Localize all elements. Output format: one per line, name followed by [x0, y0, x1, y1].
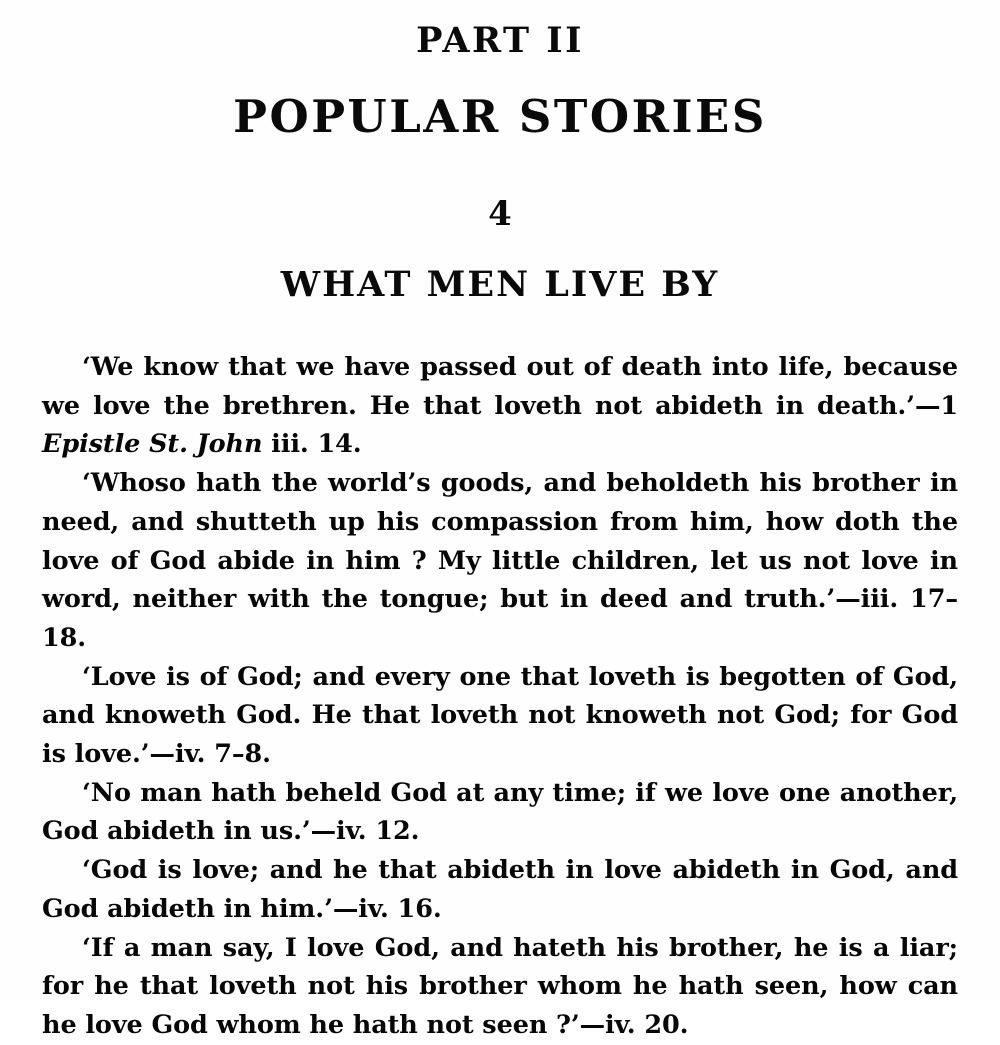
epigraph-paragraph-6 — [42, 929, 958, 1045]
epigraph-paragraph-4 — [42, 774, 958, 851]
part-title: PART II — [416, 20, 584, 61]
epigraph-paragraph-2 — [42, 464, 958, 658]
epigraph-1-citation-rest: iii. 14. — [262, 429, 362, 460]
epigraph-1-citation-italic: Epistle St. John — [42, 429, 263, 460]
epigraph-block — [42, 348, 958, 1045]
epigraph-5-text: ‘God is love; and he that abideth in love abideth in God, and God abideth in him.’—iv. 16. — [42, 855, 958, 924]
epigraph-3-text: ‘Love is of God; and every one that loveth is begotten of God, and knoweth God. He that loveth not knoweth not God; for God is love.’—iv. 7–8. — [42, 661, 958, 770]
epigraph-4-text: ‘No man hath beheld God at any time; if we love one another, God abideth in us.’—iv. 12. — [42, 777, 958, 847]
chapter-number: 4 — [488, 194, 512, 234]
book-section-title: POPULAR STORIES — [233, 90, 767, 143]
chapter-title: WHAT MEN LIVE BY — [280, 264, 720, 305]
epigraph-2-text: ‘Whoso hath the world’s goods, and beholdeth his brother in need, and shutteth up his compassion from him, how doth the love of God abide in him ? My little children, let us not love in word, neither with the tongue; but in deed and truth.’—iii. 17–18. — [42, 468, 958, 653]
epigraph-1-text: ‘We know that we have passed out of death into life, because we love the brethren. He that loveth not abideth in death.’—1 — [42, 352, 958, 421]
epigraph-paragraph-1 — [42, 348, 958, 464]
epigraph-paragraph-3 — [42, 658, 958, 774]
epigraph-paragraph-5 — [42, 851, 958, 928]
epigraph-6-text: ‘If a man say, I love God, and hateth his brother, he is a liar; for he that loveth not his brother whom he hath seen, how can he love God whom he hath not seen ?’—iv. 20. — [42, 932, 958, 1040]
